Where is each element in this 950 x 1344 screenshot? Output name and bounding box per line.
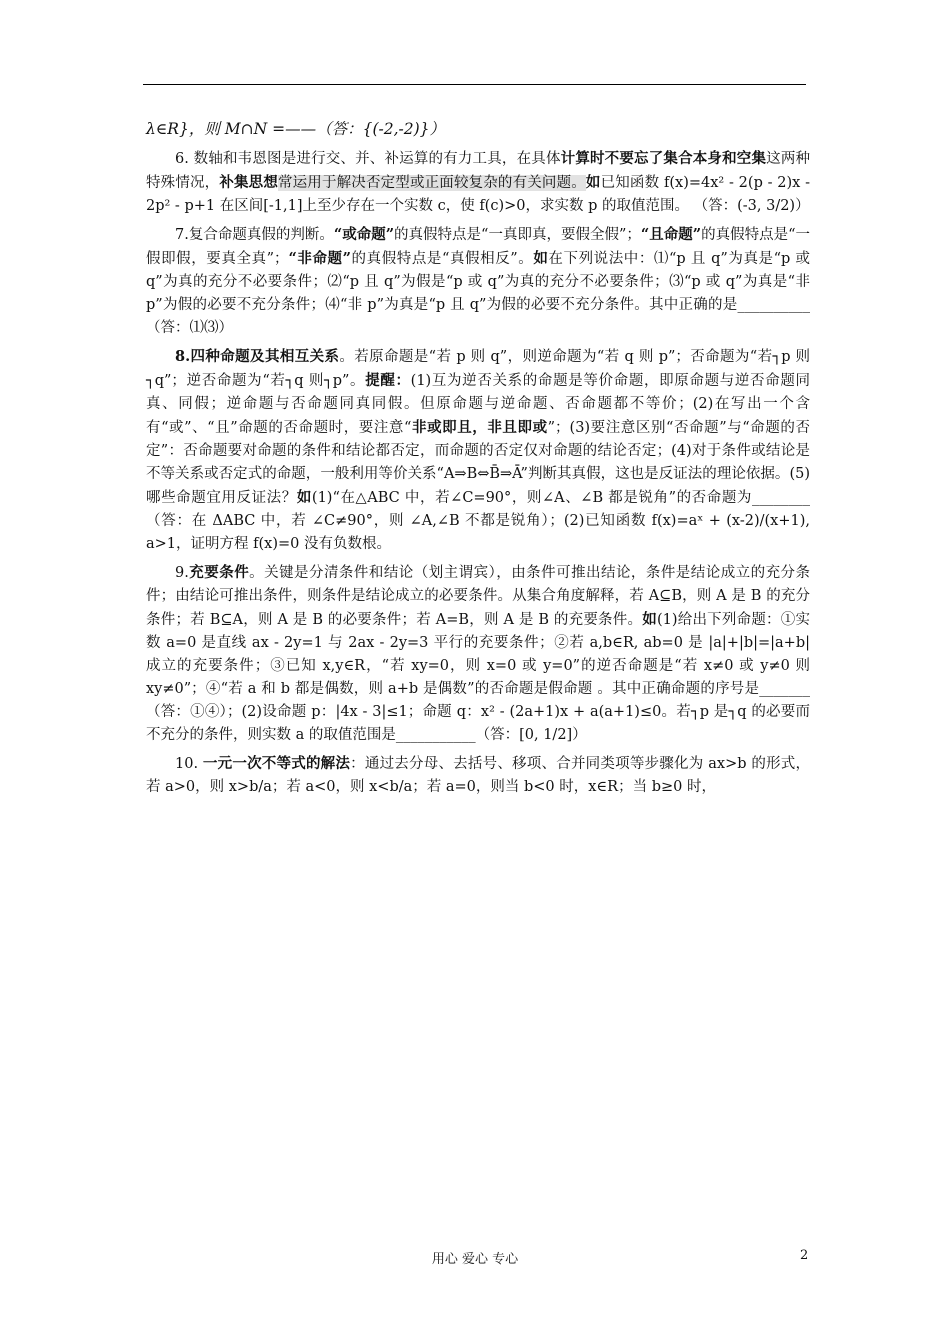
page-number: 2 bbox=[800, 1248, 809, 1263]
paragraph-8 bbox=[146, 345, 810, 556]
text: 的真假特点是“一假即假，要真全真”； bbox=[146, 227, 810, 267]
emphasis: 计算时不要忘了集合本身和空集 bbox=[560, 150, 767, 167]
example-marker: 如 bbox=[533, 250, 549, 267]
item-number: 10. bbox=[175, 756, 199, 772]
footer-slogan: 用心 爱心 专心 bbox=[431, 1252, 519, 1267]
paragraph-6 bbox=[146, 147, 810, 218]
emphasis: 补集思想 bbox=[219, 174, 278, 191]
highlighted-text: 常运用于解决否定型或正面较复杂的有关问题。 bbox=[277, 175, 586, 191]
answer-line: λ∈R}，则 M∩N =——（答：{(-2,-2)}） bbox=[146, 120, 446, 138]
emphasis: 充要条件 bbox=[188, 564, 250, 581]
example-marker: 如 bbox=[585, 174, 601, 191]
document-body bbox=[146, 118, 810, 804]
emphasis: 非或即且，非且即或 bbox=[411, 419, 548, 436]
page-footer bbox=[0, 1248, 950, 1268]
text: 。若原命题是“若 p 则 q”，则逆命题为“若 q 则 p”；否命题为“若┐p 则┐q”；逆否命题为“若┐q 则┐p”。 bbox=[146, 349, 810, 389]
text: 复合命题真假的判断。 bbox=[188, 227, 334, 243]
text: 的真假特点是“一真即真，要假全假”； bbox=[394, 227, 641, 243]
emphasis: “非命题” bbox=[288, 250, 351, 267]
item-number: 9. bbox=[175, 565, 189, 581]
example-marker: 如 bbox=[296, 489, 312, 506]
text: 的真假特点是“真假相反”。 bbox=[350, 251, 534, 267]
text: ”；(3)要注意区别“否命题”与“命题的否定”：否命题要对命题的条件和结论都否定，而命题的否定仅对命题的结论否定；(4)对于条件或结论是不等关系或否定式的命题，一般利用等价关系“A⇒B⇔B̄⇒Ā”判断其真假，这也是反证法的理论依据。(5)哪些命题宜用反证法？ bbox=[146, 420, 810, 506]
text: (1)“在△ABC 中，若∠C=90°，则∠A、∠B 都是锐角”的否命题为________（答：在 ΔABC 中，若 ∠C≠90°，则 ∠A,∠B 不都是锐角）；(2)已知函数 f(x)=aˣ + (x-2)/(x+1), a>1，证明方程 f(x)=0 没有负数根。 bbox=[146, 490, 811, 552]
emphasis: “且命题” bbox=[640, 226, 702, 243]
paragraph-10 bbox=[146, 752, 810, 799]
header-rule bbox=[143, 84, 806, 85]
text: 已知函数 f(x)=4x² - 2(p - 2)x - 2p² - p+1 在区间[-1,1]上至少存在一个实数 c，使 f(c)>0，求实数 p 的取值范围。 （答：(-3, 3/2)） bbox=[146, 175, 811, 214]
text: ：通过去分母、去括号、移项、合并同类项等步骤化为 ax>b 的形式，若 a>0，则 x>b/a；若 a<0，则 x<b/a；若 a=0，则当 b<0 时，x∈R；当 b≥0 时， bbox=[146, 756, 811, 795]
paragraph-7 bbox=[146, 223, 810, 340]
text: (1)互为逆否关系的命题是等价命题，即原命题与逆否命题同真、同假；逆命题与否命题同真同假。但原命题与逆命题、否命题都不等价；(2)在写出一个含有“或”、“且”命题的否命题时，要注意“ bbox=[146, 373, 810, 436]
emphasis: 一元一次不等式的解法 bbox=[202, 755, 351, 772]
paragraph-9 bbox=[146, 561, 810, 747]
paragraph-5-tail bbox=[146, 118, 810, 142]
item-number: 7. bbox=[175, 227, 189, 243]
emphasis: 提醒： bbox=[365, 372, 411, 389]
section-heading: 8.四种命题及其相互关系 bbox=[175, 348, 340, 365]
text: 这两种特殊情况， bbox=[146, 151, 811, 191]
example-marker: 如 bbox=[642, 611, 657, 628]
emphasis: “或命题” bbox=[333, 226, 395, 243]
text: (1)给出下列命题：①实数 a=0 是直线 ax - 2y=1 与 2ax - 2y=3 平行的充要条件；②若 a,b∈R, ab=0 是 |a|+|b|=|a+b| 成立的充要条件；③已知 x,y∈R，“若 xy=0，则 x=0 或 y=0”的逆否命题是“若 x≠0 或 y≠0 则 xy≠0”；④“若 a 和 b 都是偶数，则 a+b 是偶数”的否命题是假命题 。其中正确命题的序号是_______（答：①④）；(2)设命题 p：|4x - 3|≤1；命题 q：x² - (2a+1)x + a(a+1)≤0。若┐p 是┐q 的必要而不充分的条件，则实数 a 的取值范围是___________（答：[0, 1/2]） bbox=[146, 612, 811, 743]
text: 数轴和韦恩图是进行交、并、补运算的有力工具，在具体 bbox=[193, 151, 561, 167]
text: 在下列说法中：⑴“p 且 q”为真是“p 或 q”为真的充分不必要条件；⑵“p 且 q”为假是“p 或 q”为真的充分不必要条件；⑶“p 或 q”为真是“非 p”为假的必要不充分条件；⑷“非 p”为真是“p 且 q”为假的必要不充分条件。其中正确的是__________（答：⑴⑶） bbox=[146, 251, 811, 336]
text: 。关键是分清条件和结论（划主谓宾），由条件可推出结论，条件是结论成立的充分条件；由结论可推出条件，则条件是结论成立的必要条件。从集合角度解释，若 A⊆B，则 A 是 B 的充分条件；若 B⊆A，则 A 是 B 的必要条件；若 A=B，则 A 是 B 的充要条件。 bbox=[146, 565, 810, 628]
item-number: 6. bbox=[175, 151, 189, 167]
